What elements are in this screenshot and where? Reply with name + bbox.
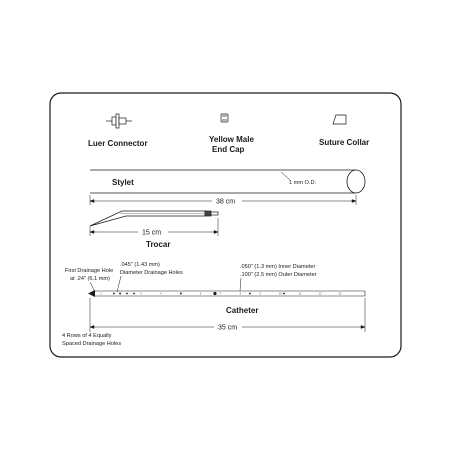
end-cap-label-line2: End Cap bbox=[212, 145, 245, 154]
catheter-label: Catheter bbox=[226, 306, 259, 315]
luer-connector-label: Luer Connector bbox=[88, 139, 148, 148]
drainage-hole bbox=[119, 293, 121, 295]
drainage-hole bbox=[283, 293, 285, 295]
outer-diameter-label: .100" (2.5 mm) Outer Diameter bbox=[240, 272, 317, 278]
suture-collar-label: Suture Collar bbox=[319, 138, 370, 147]
trocar-length-label: 15 cm bbox=[142, 229, 162, 237]
drainage-hole bbox=[249, 293, 251, 295]
scale-mark-label: 1 bbox=[100, 291, 102, 296]
catheter-length-label: 35 cm bbox=[218, 324, 238, 332]
stylet-label: Stylet bbox=[112, 178, 134, 187]
drainage-hole bbox=[180, 293, 182, 295]
drainage-hole bbox=[113, 293, 115, 295]
inner-diameter-label: .050" (1.3 mm) Inner Diameter bbox=[240, 264, 316, 270]
drainage-hole bbox=[213, 292, 216, 295]
scale-mark-label: 6 bbox=[199, 291, 202, 296]
scale-mark-label: 2 bbox=[120, 291, 122, 296]
scale-mark-label: 8 bbox=[239, 291, 242, 296]
scale-mark-label: 3 bbox=[140, 291, 142, 296]
hole-diameter-label-line2: Diameter Drainage Holes bbox=[120, 270, 183, 276]
scale-mark-label: 4 bbox=[159, 291, 162, 296]
scale-mark-label: 10 bbox=[278, 291, 282, 296]
first-hole-label-line1: First Drainage Hole bbox=[65, 268, 114, 274]
scale-mark-label: 11 bbox=[298, 291, 302, 296]
diagram-border bbox=[50, 93, 401, 357]
stylet-od-label: 1 mm O.D. bbox=[289, 180, 317, 186]
trocar-label: Trocar bbox=[146, 240, 171, 249]
drainage-hole bbox=[133, 293, 135, 295]
hole-diameter-label-line1: .045" (1.43 mm) bbox=[120, 262, 160, 268]
stylet-length-label: 38 cm bbox=[216, 198, 236, 206]
first-hole-label-line2: at .24" (6.1 mm) bbox=[70, 276, 110, 282]
end-cap-drawing bbox=[221, 114, 228, 122]
drainage-rows-label-line1: 4 Rows of 4 Equally bbox=[62, 333, 112, 339]
scale-mark-label: 12 bbox=[318, 291, 322, 296]
drainage-hole bbox=[126, 293, 128, 295]
end-cap-label-line1: Yellow Male bbox=[209, 135, 254, 144]
drainage-rows-label-line2: Spaced Drainage Holes bbox=[62, 341, 122, 347]
scale-mark-label: 7 bbox=[219, 291, 222, 296]
scale-mark-label: 13 bbox=[338, 291, 342, 296]
scale-mark-label: 9 bbox=[259, 291, 262, 296]
